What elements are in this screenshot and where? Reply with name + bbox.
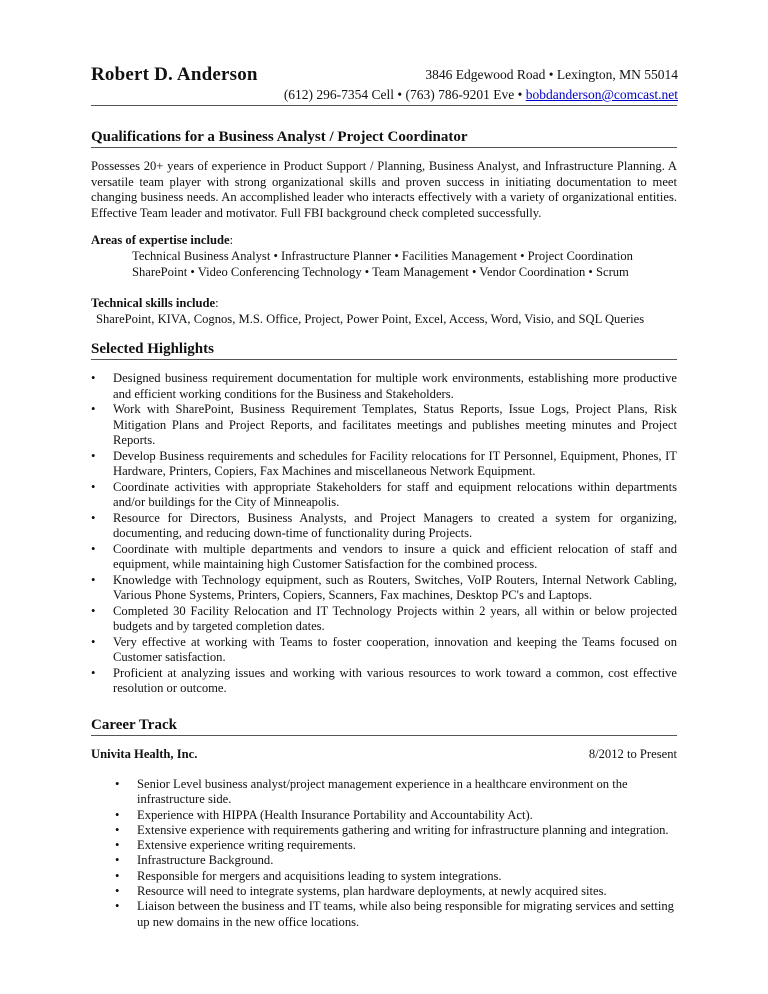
bullet-icon: • [115,868,120,883]
bullet-icon: • [91,634,96,649]
duty-item [115,777,675,808]
bullet-icon: • [91,371,96,385]
bullet-icon: • [91,665,96,680]
header-divider [91,105,677,106]
highlights-list [91,371,677,697]
bullet-icon: • [115,822,120,837]
bullet-icon: • [115,884,120,899]
highlight-item [91,480,677,511]
duty-item [115,884,675,899]
summary-paragraph: Possesses 20+ years of experience in Product Support / Planning, Business Analyst, and Infrastructure Planning. A versatile team player with strong organizational skills and proven success in initiating documentation to meet changing business needs. An accomplished leader who interacts effectively with a variety of organizational entities. Effective Team leader and motivator. Full FBI background check completed successfully. [91,159,677,220]
highlight-item-text: Develop Business requirements and schedules for Facility relocations for IT Personnel, Equipment, Phones, IT Hardware, Printers, Copiers, Fax Machines and miscellaneous Network Equipment. [113,448,677,478]
bullet-icon: • [115,838,120,853]
qualifications-heading: Qualifications for a Business Analyst / Project Coordinator [91,129,468,145]
highlight-item [91,402,677,449]
duty-item-text: Senior Level business analyst/project management experience in a healthcare environment on the infrastructure side. [137,777,628,807]
highlight-item [91,511,677,542]
duty-item-text: Experience with HIPPA (Health Insurance Portability and Accountability Act). [137,807,533,822]
duty-item [115,899,675,930]
career-divider [91,735,677,736]
highlight-item-text: Proficient at analyzing issues and working with various resources to work toward a common, cost effective resolution or outcome. [113,665,677,695]
skills-label: Technical skills include: [91,296,219,310]
career-heading: Career Track [91,717,177,733]
job-dates: 8/2012 to Present [588,747,677,761]
duty-item-text: Extensive experience with requirements gathering and writing for infrastructure planning and integration. [137,822,669,837]
contact-line [284,87,678,103]
highlight-item [91,604,677,635]
duty-item [115,808,675,823]
highlights-divider [91,359,677,360]
duty-item [115,838,675,853]
bullet-icon: • [115,777,120,791]
duty-item-text: Infrastructure Background. [137,853,274,868]
duty-item-text: Extensive experience writing requirements. [137,838,356,853]
highlight-item-text: Very effective at working with Teams to foster cooperation, innovation and keeping the Teams focused on Customer satisfaction. [113,634,677,664]
expertise-line-1: Technical Business Analyst • Infrastructure Planner • Facilities Management • Project Coordination [132,249,633,263]
highlight-item-text: Knowledge with Technology equipment, such as Routers, Switches, VoIP Routers, Internal Network Cabling, Various Phone Systems, Printers, Copiers, Scanners, Fax machines, Desktop PC's and Laptops. [113,572,677,602]
bullet-icon: • [115,853,120,868]
candidate-name: Robert D. Anderson [91,64,258,85]
address: 3846 Edgewood Road • Lexington, MN 55014 [425,67,678,82]
highlight-item-text: Resource for Directors, Business Analysts, and Project Managers to created a system for organizing, documenting, and reducing down-time of functionality during Projects. [113,510,677,540]
job-header [91,747,677,762]
highlight-item [91,635,677,666]
duty-item-text: Responsible for mergers and acquisitions leading to system integrations. [137,868,502,883]
bullet-icon: • [91,448,96,463]
duty-item [115,869,675,884]
highlight-item [91,573,677,604]
email-link[interactable]: bobdanderson@comcast.net [525,87,678,102]
bullet-icon: • [115,899,120,914]
highlight-item-text: Work with SharePoint, Business Requirement Templates, Status Reports, Issue Logs, Project Plans, Risk Mitigation Plans and Project Reports, and facilitates meetings and publishes meeting minutes and Project Reports. [113,402,677,447]
highlight-item-text: Completed 30 Facility Relocation and IT Technology Projects within 2 years, all within or below projected budgets and by targeted completion dates. [113,603,677,633]
bullet-icon: • [91,510,96,525]
company-name: Univita Health, Inc. [91,747,198,761]
expertise-line-2: SharePoint • Video Conferencing Technology • Team Management • Vendor Coordination • Scrum [132,265,629,279]
highlight-item [91,449,677,480]
bullet-icon: • [91,479,96,494]
duty-item [115,823,675,838]
highlight-item-text: Coordinate with multiple departments and vendors to insure a quick and efficient relocation of staff and equipment, while maintaining high Customer Satisfaction for the combined process. [113,541,677,571]
qualifications-divider [91,147,677,148]
bullet-icon: • [91,572,96,587]
bullet-icon: • [91,541,96,556]
highlight-item [91,542,677,573]
duty-item-text: Liaison between the business and IT teams, while also being responsible for migrating services and setting up new domains in the new office locations. [137,899,674,929]
job-duties-list [115,777,675,930]
duty-item-text: Resource will need to integrate systems, plan hardware deployments, at newly acquired sites. [137,884,607,899]
highlight-item-text: Designed business requirement documentation for multiple work environments, establishing more productive and efficient working conditions for the Business and Stakeholders. [113,371,677,401]
highlight-item [91,371,677,402]
bullet-icon: • [91,402,96,416]
duty-item [115,853,675,868]
phone-numbers: (612) 296-7354 Cell • (763) 786-9201 Eve • [283,87,526,102]
expertise-label: Areas of expertise include: [91,233,234,247]
bullet-icon: • [115,807,120,822]
highlight-item [91,666,677,697]
skills-line: SharePoint, KIVA, Cognos, M.S. Office, Project, Power Point, Excel, Access, Word, Visio, and SQL Queries [96,312,645,326]
bullet-icon: • [91,603,96,618]
highlights-heading: Selected Highlights [91,341,214,357]
highlight-item-text: Coordinate activities with appropriate Stakeholders for staff and equipment relocations within departments and/or buildings for the City of Minneapolis. [113,479,677,509]
